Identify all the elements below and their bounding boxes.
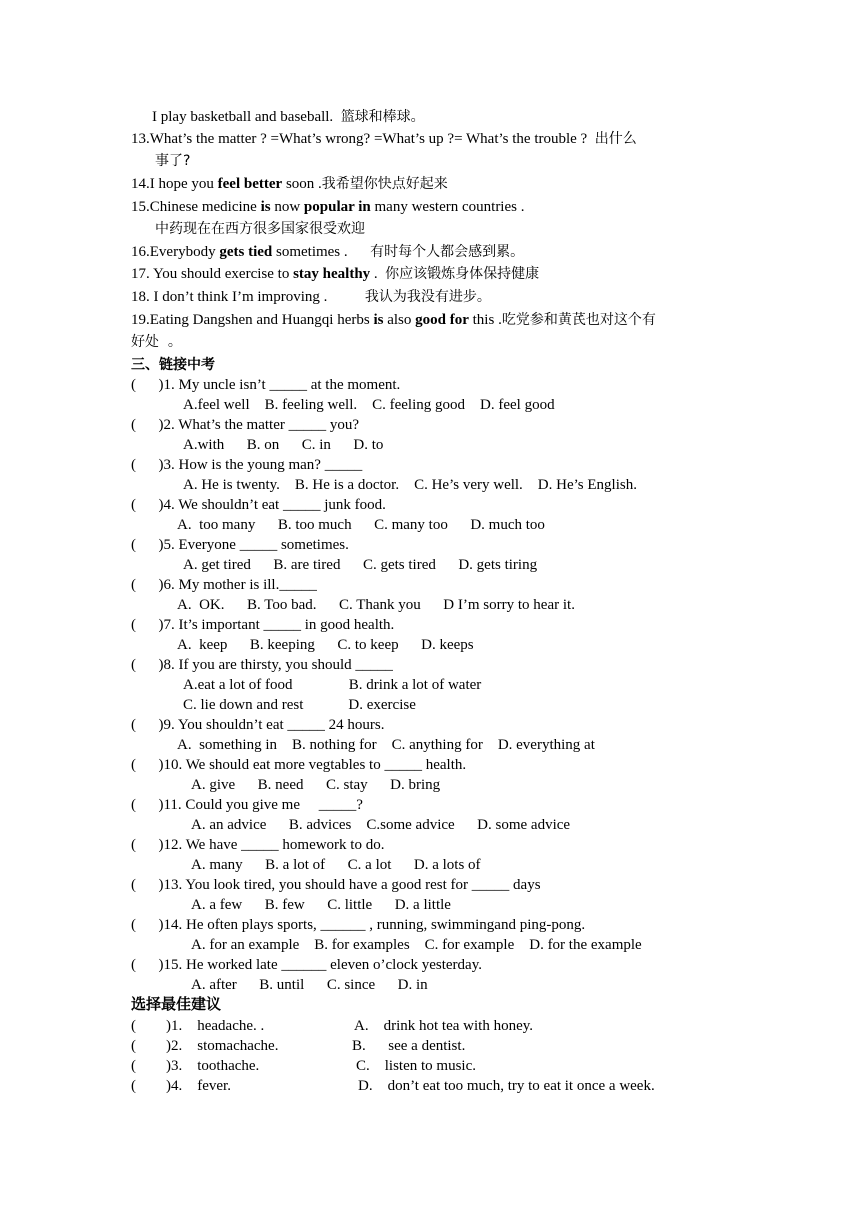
phrase-text: 17. You should exercise to [131,266,294,282]
question-options: A. keep B. keeping C. to keep D. keeps [177,637,474,653]
question-stem: ( )6. My mother is ill._____ [131,577,317,593]
question-stem: ( )8. If you are thirsty, you should _____ [131,657,393,673]
advice-title: 选择最佳建议 [131,995,222,1013]
phrase-line [131,287,491,307]
question-options: A. get tired B. are tired C. gets tired D. gets tiring [183,557,538,573]
phrase-line [131,129,637,149]
phrase-line [152,107,425,127]
question-options: A. too many B. too much C. many too D. much too [177,517,545,533]
phrase-line [131,242,524,262]
question-stem: ( )7. It’s important _____ in good health. [131,617,395,633]
phrase-text: 18. I don’t think I’m improving . [131,289,365,305]
question-stem: ( )4. We shouldn’t eat _____ junk food. [131,497,386,513]
question-stem: ( )1. My uncle isn’t _____ at the moment. [131,377,401,393]
question-options: A.eat a lot of food B. drink a lot of water [183,677,482,693]
bold-phrase: feel better [217,176,283,192]
chinese-translation: 篮球和棒球。 [340,109,425,125]
phrase-text: . [370,266,386,282]
phrase-text: 14.I hope you [131,176,218,192]
chinese-translation: 我认为我没有进步。 [364,289,491,305]
advice-problem: ( )3. toothache. [131,1058,260,1074]
question-options: A. after B. until C. since D. in [191,977,428,993]
advice-problem: ( )4. fever. [131,1078,231,1094]
question-options: A. a few B. few C. little D. a little [191,897,451,913]
phrase-text: many western countries . [370,199,525,215]
question-options: A. something in B. nothing for C. anything for D. everything at [177,737,595,753]
question-stem: ( )10. We should eat more vegtables to _____ health. [131,757,467,773]
bold-phrase: is [373,312,384,328]
phrase-text: 19.Eating Dangshen and Huangqi herbs [131,312,374,328]
phrase-line [131,174,448,194]
chinese-translation: 事了? [155,153,191,169]
phrase-line [155,151,190,171]
chinese-translation: 好处 。 [131,334,182,350]
phrase-text: I play basketball and baseball. [152,109,341,125]
chinese-translation: 有时每个人都会感到累。 [370,244,525,260]
question-stem: ( )3. How is the young man? _____ [131,457,363,473]
advice-option: B. see a dentist. [352,1038,466,1054]
chinese-translation: 出什么 [594,131,637,147]
advice-option: C. listen to music. [356,1058,476,1074]
question-stem: ( )15. He worked late ______ eleven o’clock yesterday. [131,957,482,973]
question-stem: ( )12. We have _____ homework to do. [131,837,385,853]
advice-problem: ( )1. headache. . [131,1018,265,1034]
question-stem: ( )13. You look tired, you should have a good rest for _____ days [131,877,541,893]
question-options: A. an advice B. advices C.some advice D. some advice [191,817,571,833]
phrase-line [131,332,182,352]
phrase-line [131,197,524,217]
phrase-text: now [270,199,304,215]
bold-phrase: stay healthy [293,266,371,282]
phrase-text: this . [468,312,502,328]
question-options: A.feel well B. feeling well. C. feeling good D. feel good [183,397,555,413]
question-stem: ( )14. He often plays sports, ______ , running, swimmingand ping-pong. [131,917,586,933]
chinese-translation: 吃党参和黄芪也对这个有 [501,312,656,328]
phrase-text: 15.Chinese medicine [131,199,261,215]
phrase-text: sometimes . [272,244,371,260]
question-options: A. OK. B. Too bad. C. Thank you D I’m sorry to hear it. [177,597,575,613]
bold-phrase: popular in [303,199,371,215]
question-options: C. lie down and rest D. exercise [183,697,416,713]
phrase-text: soon . [282,176,322,192]
question-stem: ( )5. Everyone _____ sometimes. [131,537,349,553]
chinese-translation: 中药现在在西方很多国家很受欢迎 [155,221,365,237]
question-options: A. many B. a lot of C. a lot D. a lots of [191,857,481,873]
question-stem: ( )2. What’s the matter _____ you? [131,417,360,433]
bold-phrase: good for [415,312,469,328]
advice-option: A. drink hot tea with honey. [354,1018,533,1034]
section-title: 三、链接中考 [131,357,215,373]
phrase-line [131,310,656,330]
phrase-text: 13.What’s the matter ? =What’s wrong? =What’s up ?= What’s the trouble ? [131,131,595,147]
advice-option: D. don’t eat too much, try to eat it once a week. [358,1078,655,1094]
question-stem: ( )11. Could you give me _____? [131,797,363,813]
bold-phrase: gets tied [219,244,273,260]
chinese-translation: 我希望你快点好起来 [321,176,448,192]
question-options: A. for an example B. for examples C. for example D. for the example [191,937,642,953]
advice-problem: ( )2. stomachache. [131,1038,279,1054]
phrase-text: 16.Everybody [131,244,220,260]
question-stem: ( )9. You shouldn’t eat _____ 24 hours. [131,717,385,733]
bold-phrase: is [260,199,271,215]
question-options: A. give B. need C. stay D. bring [191,777,441,793]
phrase-line [131,264,539,284]
question-options: A. He is twenty. B. He is a doctor. C. He’s very well. D. He’s English. [183,477,637,493]
phrase-text: also [383,312,416,328]
chinese-translation: 你应该锻炼身体保持健康 [385,266,540,282]
question-options: A.with B. on C. in D. to [183,437,384,453]
phrase-line [155,219,365,239]
